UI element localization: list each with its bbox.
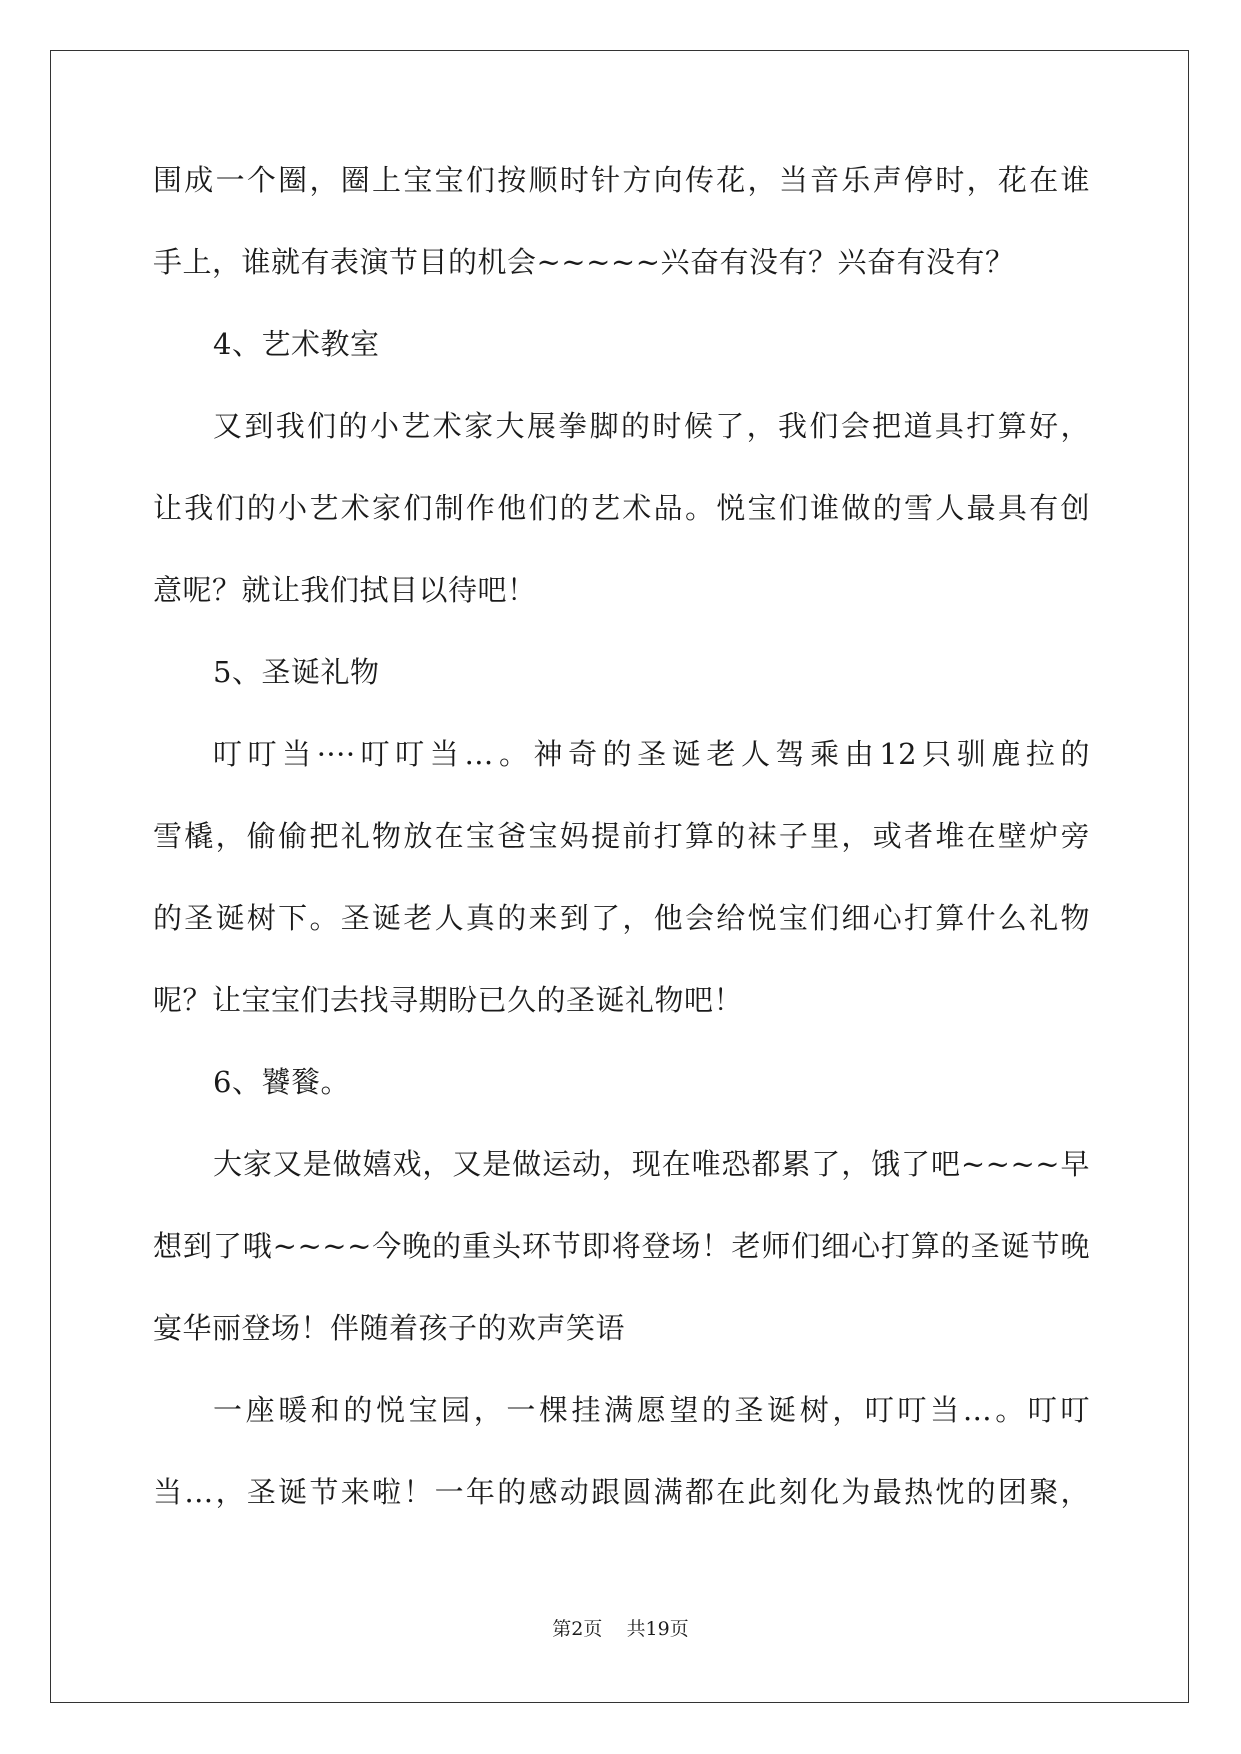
paragraph-line: 围成一个圈，圈上宝宝们按顺时针方向传花，当音乐声停时，花在谁: [153, 163, 1090, 197]
section-heading: 4、艺术教室: [213, 327, 380, 361]
paragraph-line: 让我们的小艺术家们制作他们的艺术品。悦宝们谁做的雪人最具有创: [153, 491, 1090, 525]
paragraph-line: 一座暖和的悦宝园，一棵挂满愿望的圣诞树，叮叮当…。叮叮: [213, 1393, 1090, 1427]
page-number-footer: 第2页 共19页: [552, 1618, 689, 1640]
paragraph-line: 雪橇，偷偷把礼物放在宝爸宝妈提前打算的袜子里，或者堆在壁炉旁: [153, 819, 1090, 853]
section-heading: 6、饕餮。: [213, 1065, 350, 1099]
paragraph-line: 宴华丽登场！伴随着孩子的欢声笑语: [153, 1311, 626, 1345]
paragraph-line: 意呢？就让我们拭目以待吧！: [153, 573, 537, 607]
paragraph-line: 叮叮当····叮叮当…。神奇的圣诞老人驾乘由12只驯鹿拉的: [213, 737, 1090, 771]
paragraph-line: 想到了哦~~~~今晚的重头环节即将登场！老师们细心打算的圣诞节晚: [153, 1229, 1090, 1263]
section-heading: 5、圣诞礼物: [213, 655, 380, 689]
paragraph-line: 的圣诞树下。圣诞老人真的来到了，他会给悦宝们细心打算什么礼物: [153, 901, 1090, 935]
document-body: [153, 164, 1090, 1558]
paragraph-line: 大家又是做嬉戏，又是做运动，现在唯恐都累了，饿了吧~~~~早: [213, 1147, 1090, 1181]
paragraph-line: 手上，谁就有表演节目的机会~~~~~兴奋有没有？兴奋有没有？: [153, 245, 1015, 279]
paragraph-line: 呢？让宝宝们去找寻期盼已久的圣诞礼物吧！: [153, 983, 744, 1017]
paragraph-line: 当…，圣诞节来啦！一年的感动跟圆满都在此刻化为最热忱的团聚，: [153, 1475, 1090, 1509]
paragraph-line: 又到我们的小艺术家大展拳脚的时候了，我们会把道具打算好，: [213, 409, 1090, 443]
